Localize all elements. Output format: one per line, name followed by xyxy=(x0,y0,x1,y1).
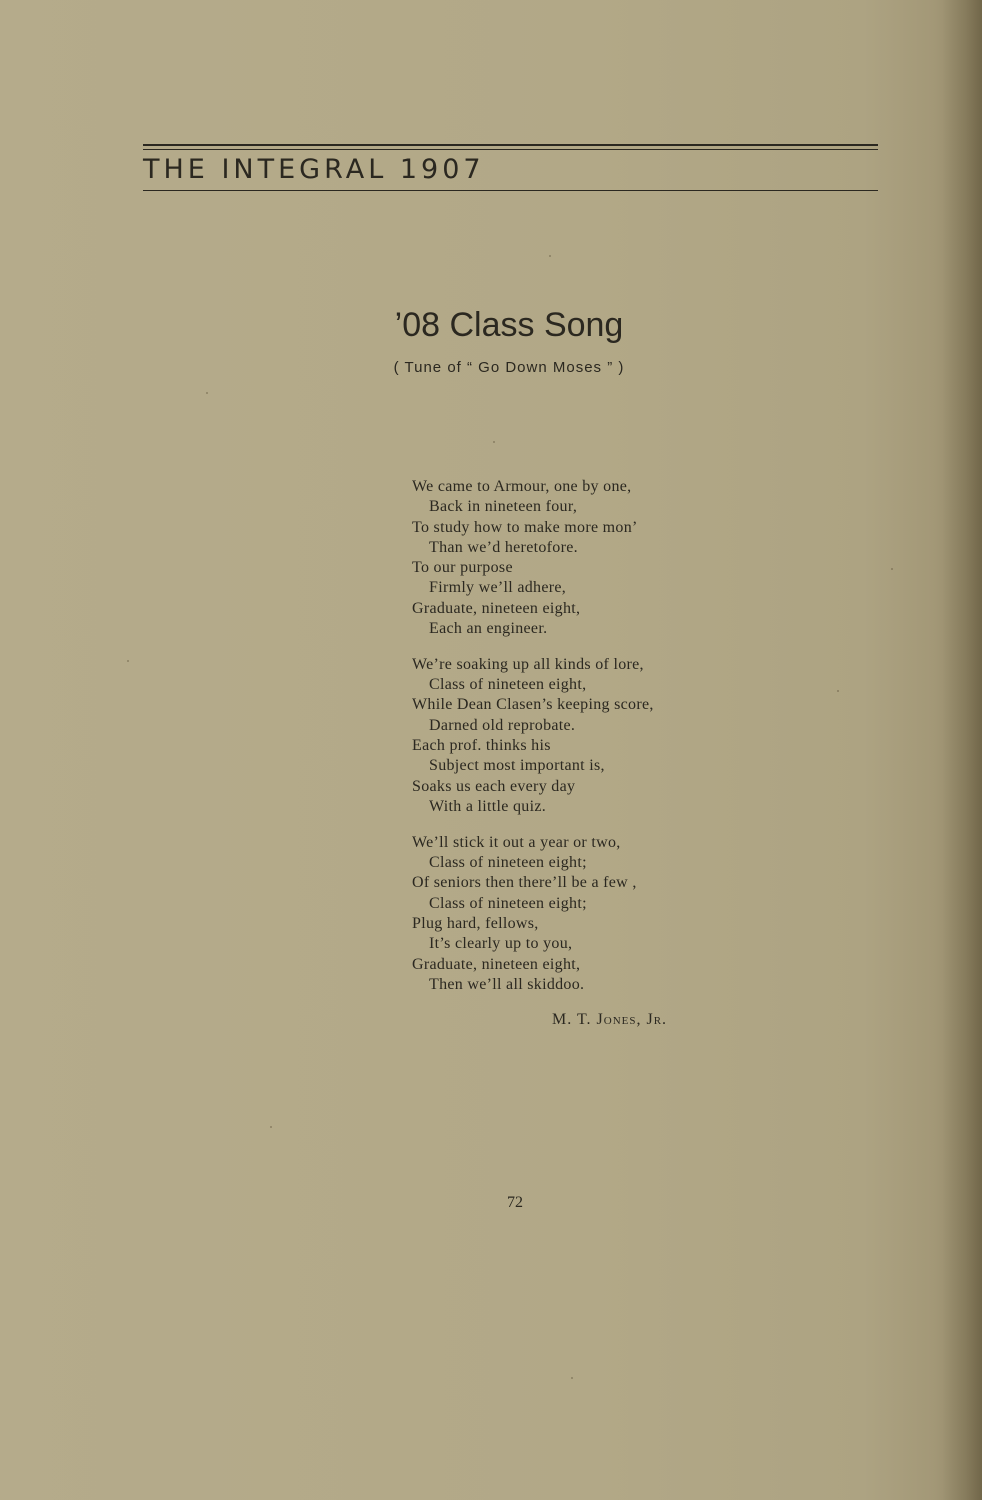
poem-line: Class of nineteen eight; xyxy=(429,894,587,912)
poem-line: Than we’d heretofore. xyxy=(429,538,578,556)
paper-speck xyxy=(891,568,893,570)
poem-line: Each an engineer. xyxy=(429,620,548,638)
poem-line: With a little quiz. xyxy=(429,797,547,815)
paper-speck xyxy=(127,660,129,662)
paper-speck xyxy=(493,441,495,443)
poem-line: To study how to make more mon’ xyxy=(412,518,638,536)
page-number: 72 xyxy=(507,1194,523,1211)
stanza-1 xyxy=(412,477,742,639)
poem-line: Of seniors then there’ll be a few , xyxy=(412,874,637,892)
poem-line: Back in nineteen four, xyxy=(429,498,578,516)
poem-line: We’ll stick it out a year or two, xyxy=(412,833,621,851)
poem-line: Soaks us each every day xyxy=(412,777,576,795)
paper-speck xyxy=(270,1126,272,1128)
header-double-rule xyxy=(143,144,878,150)
poem-line: Each prof. thinks his xyxy=(412,737,551,755)
author-signature: M. T. Jones, Jr. xyxy=(552,1011,668,1028)
paper-speck xyxy=(571,1377,573,1379)
poem-line: Graduate, nineteen eight, xyxy=(412,955,581,973)
poem-line: Class of nineteen eight; xyxy=(429,854,587,872)
paper-speck xyxy=(549,255,551,257)
poem-line: Subject most important is, xyxy=(429,757,605,775)
poem xyxy=(412,477,742,1011)
song-title: ’08 Class Song xyxy=(394,306,624,344)
poem-line: Graduate, nineteen eight, xyxy=(412,599,581,617)
poem-line: Darned old reprobate. xyxy=(429,716,576,734)
poem-line: Firmly we’ll adhere, xyxy=(429,579,567,597)
poem-line: To our purpose xyxy=(412,559,513,577)
poem-line: While Dean Clasen’s keeping score, xyxy=(412,696,654,714)
poem-line: It’s clearly up to you, xyxy=(429,935,573,953)
page-edge-shadow xyxy=(942,0,982,1500)
paper-speck xyxy=(206,392,208,394)
running-header: THE INTEGRAL 1907 xyxy=(143,154,485,185)
song-subtitle: ( Tune of “ Go Down Moses ” ) xyxy=(393,359,625,376)
header-single-rule xyxy=(143,190,878,191)
stanza-3 xyxy=(412,833,742,995)
stanza-2 xyxy=(412,655,742,817)
poem-line: We’re soaking up all kinds of lore, xyxy=(412,655,644,673)
poem-line: Class of nineteen eight, xyxy=(429,676,587,694)
paper-speck xyxy=(837,690,839,692)
poem-line: We came to Armour, one by one, xyxy=(412,478,632,495)
poem-line: Then we’ll all skiddoo. xyxy=(429,975,585,993)
poem-line: Plug hard, fellows, xyxy=(412,914,539,932)
